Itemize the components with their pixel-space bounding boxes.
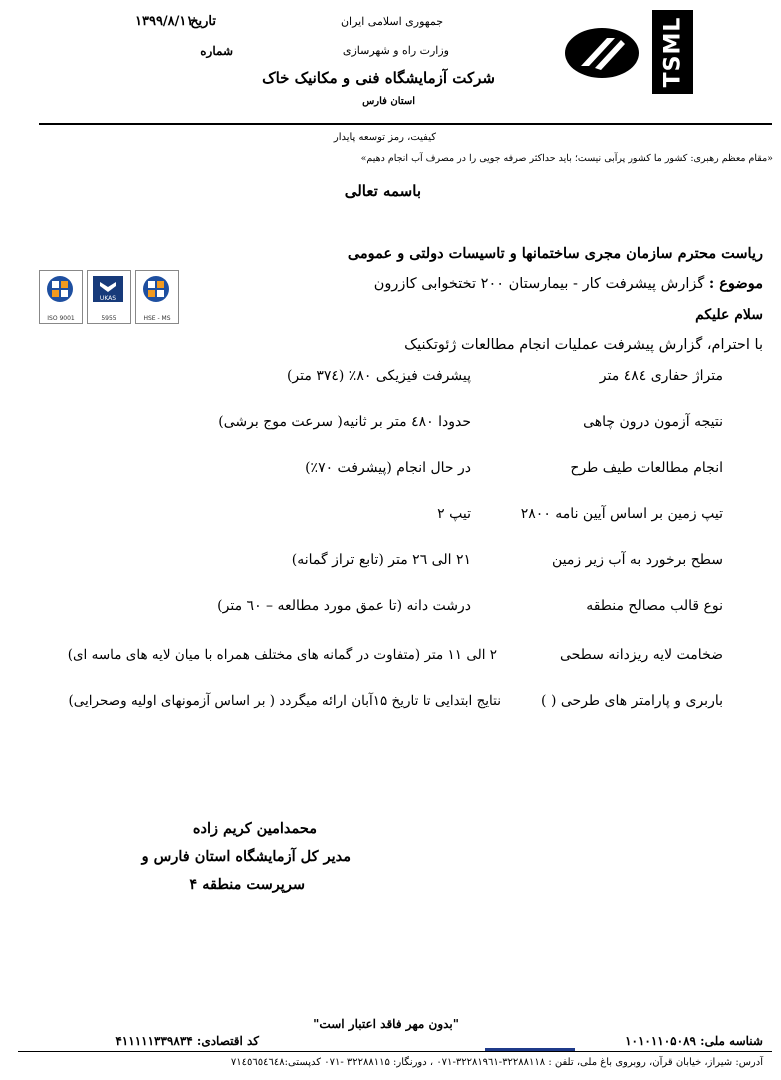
ministry-title: وزارت راه و شهرسازی — [342, 44, 449, 57]
subject-label: موضوع : — [708, 275, 763, 292]
report-row-value: نتایج ابتدایی تا تاریخ ۱۵آبان ارائه میگردد ( بر اساس آزمونهای اولیه وصحرایی) — [68, 693, 501, 709]
cert-caption: 5955 — [101, 315, 117, 322]
economic-code-value: ۴۱۱۱۱۱۳۳۹۸۳۴ — [115, 1034, 193, 1048]
greeting: سلام علیکم — [695, 307, 763, 323]
subject-text: گزارش پیشرفت کار - بیمارستان ۲۰۰ تختخوابی کازرون — [373, 276, 705, 292]
date-label: تاریخ — [190, 14, 216, 29]
certification-logos — [39, 135, 179, 322]
national-id-value: ۱۰۱۰۱۱۰۵۰۸۹ — [625, 1034, 696, 1048]
header-divider — [39, 123, 772, 125]
tsml-logo-text: TSML — [660, 16, 685, 88]
signatory-title-1: مدیر کل آزمایشگاه استان فارس و — [141, 848, 351, 865]
report-row-value: حدودا ٤٨٠ متر بر ثانیه( سرعت موج برشی) — [218, 414, 471, 430]
subject-line — [374, 275, 763, 292]
company-emblem-icon — [563, 26, 641, 84]
cert-caption: ISO 9001 — [47, 315, 75, 322]
signatory-title-2: سرپرست منطقه ۴ — [189, 876, 305, 893]
republic-title: جمهوری اسلامی ایران — [340, 15, 443, 28]
report-row-value: تیپ ۲ — [437, 506, 471, 522]
report-row-label: باربری و پارامتر های طرحی ( ) — [541, 693, 723, 709]
national-id-label: شناسه ملی: — [700, 1034, 763, 1048]
report-row-value: ۲۱ الی ۲٦ متر (تابع تراز گمانه) — [291, 552, 471, 568]
addressee: ریاست محترم سازمان مجری ساختمانها و تاسیسات دولتی و عمومی — [347, 245, 763, 262]
report-row-label: انجام مطالعات طیف طرح — [570, 460, 723, 476]
leader-quote: «مقام معظم رهبری: کشور ما کشور پرآبی نیست؛ باید حداکثر صرفه جویی را در مصرف آب انجام دهیم» — [360, 153, 773, 164]
globalgroup-hse-ms-logo — [135, 270, 179, 324]
ukas-logo — [87, 270, 131, 324]
national-id — [625, 1034, 763, 1048]
report-row-label: تیپ زمین بر اساس آیین نامه ۲۸۰۰ — [520, 506, 723, 522]
svg-text:UKAS: UKAS — [99, 295, 117, 302]
tsml-logo — [652, 10, 693, 94]
footer-divider — [18, 1051, 772, 1052]
invocation: باسمه تعالی — [344, 182, 421, 200]
number-label: شماره — [200, 44, 233, 58]
economic-code — [115, 1034, 259, 1048]
globalgroup-iso-9001-logo — [39, 270, 83, 324]
slogan: کیفیت، رمز توسعه پایدار — [333, 132, 436, 143]
report-row-label: ضخامت لایه ریزدانه سطحی — [559, 647, 723, 663]
date-value: ۱۳۹۹/۸/۱۱ — [135, 14, 194, 29]
report-row-label: نوع قالب مصالح منطقه — [586, 598, 723, 614]
report-row-value: پیشرفت فیزیکی ۸۰٪ (۳۷٤ متر) — [286, 368, 471, 384]
stamp-note: "بدون مهر فاقد اعتبار است" — [313, 1017, 459, 1031]
report-row-label: نتیجه آزمون درون چاهی — [583, 414, 723, 430]
signatory-name: محمدامین کریم زاده — [192, 820, 317, 837]
report-row-label: متراژ حفاری ٤٨٤ متر — [599, 368, 723, 384]
intro-text: با احترام، گزارش پیشرفت عملیات انجام مطالعات ژئوتکنیک — [404, 337, 763, 353]
province-title: استان فارس — [362, 96, 415, 107]
cert-caption: HSE - MS — [143, 315, 171, 322]
report-row-value: ۲ الی ۱۱ متر (متفاوت در گمانه های مختلف همراه با میان لایه های ماسه ای) — [67, 647, 497, 663]
address-line: آدرس: شیراز، خیابان قرآن، روبروی باغ ملی، تلفن : ۳۲۲۸۸۱۱۸-۳۲۲۸۱۹٦۱-۰۷۱ ، دورنگار: ۳۲۲۸۸۱۱۵ -۰۷۱ کدپستی:۷۱٤٥٦٥٤٦٤۸ — [230, 1057, 763, 1068]
company-title: شرکت آزمایشگاه فنی و مکانیک خاک — [262, 69, 495, 87]
report-row-value: درشت دانه (تا عمق مورد مطالعه – ٦۰ متر) — [217, 598, 471, 614]
report-row-label: سطح برخورد به آب زیر زمین — [551, 552, 723, 568]
economic-code-label: کد اقتصادی: — [196, 1034, 259, 1048]
report-row-value: در حال انجام (پیشرفت ۷۰٪) — [305, 460, 471, 476]
